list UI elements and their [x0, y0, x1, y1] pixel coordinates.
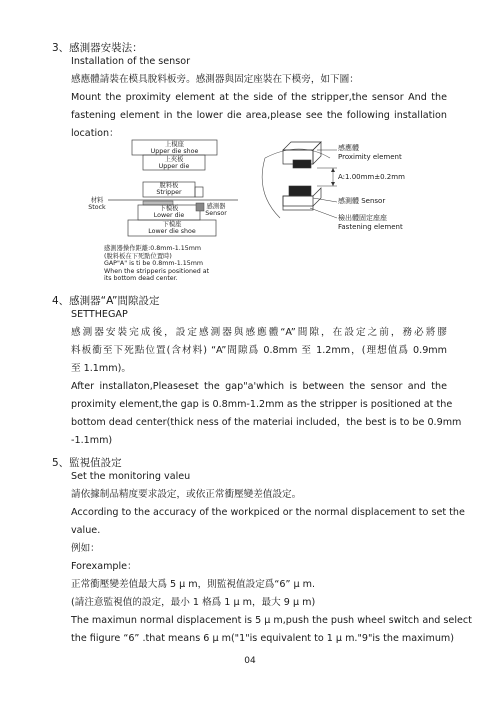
section-5-line: Forexample： — [71, 561, 137, 572]
die-diagram — [88, 137, 248, 287]
proximity-label — [338, 144, 402, 161]
section-4-title: 4、感測器“A”間隙設定 — [52, 295, 160, 307]
proximity-zh: 感應體 — [338, 144, 359, 152]
lower-die-shoe-zh: 下模座 — [162, 221, 182, 228]
section-5-title: 5、監視值設定 — [52, 457, 122, 469]
section-3-title: 3、感測器安裝法： — [52, 42, 143, 54]
sensor-label: 感測體 Sensor — [338, 197, 386, 205]
lower-die-label — [140, 205, 198, 219]
section-5-line: the fiigure “6” .that means 6 μ m("1"is equivalent to 1 μ m."9"is the maximum) — [71, 633, 454, 644]
note-line: GAP"A" is ti be 0.8mm-1.15mm — [104, 260, 204, 267]
lower-die-shoe-label — [128, 221, 216, 235]
section-4-line: After installaton,Pleaseset the gap"a'which is between the sensor and the — [71, 381, 447, 392]
section-4-line: 感測器安裝完成後，設定感測器與感應體“A”間隙，在設定之前，務必將膠 — [71, 327, 447, 338]
section-5-line: The maximun normal displacement is 5 μ m,push the push wheel switch and select — [71, 615, 472, 626]
lower-die-shoe-en: Lower die shoe — [148, 228, 196, 236]
sensor-detail-diagram — [255, 138, 455, 238]
section-4-line: bottom dead center(thick ness of the materiai included，the best is to be 0.9mm — [71, 417, 462, 428]
upper-die-label — [143, 156, 205, 170]
note-line: its bottom dead center. — [104, 275, 178, 282]
lower-die-zh: 下模板 — [159, 205, 179, 212]
section-3-body — [71, 53, 447, 143]
operating-distance-notes — [104, 245, 209, 283]
gap-label: A:1.00mm±0.2mm — [338, 173, 405, 181]
section-5-line: value. — [71, 525, 101, 536]
section-3-line: fastening element in the lower die area,please see the following installation — [71, 110, 447, 121]
stripper-zh: 脫料板 — [159, 182, 179, 189]
note-line: When the stripperis positioned at — [104, 267, 210, 275]
section-4-line: SETTHEGAP — [71, 309, 128, 320]
upper-die-shoe-en: Upper die shoe — [150, 148, 199, 156]
section-4-line: 至 1.1mm)。 — [71, 363, 131, 374]
section-5-line: 請依據制品精度要求設定，或依正常衝壓變差值設定。 — [71, 489, 302, 500]
section-5-line: (請注意監視值的設定，最小 1 格爲 1 μ m，最大 9 μ m) — [71, 597, 316, 608]
fastening-en: Fastening element — [338, 222, 403, 231]
stripper-label — [143, 182, 195, 196]
note-line: 感測器操作距離:0.8mm-1.15mm — [104, 245, 202, 252]
section-5-line: Set the monitoring valeu — [71, 471, 191, 482]
section-5-line: 例如： — [71, 543, 100, 554]
proximity-en: Proximity element — [338, 152, 402, 161]
stripper-en: Stripper — [156, 189, 182, 197]
stock-en: Stock — [88, 204, 106, 212]
note-line: (脫料板在下死點位置時) — [104, 252, 172, 260]
page-number: 04 — [244, 656, 256, 666]
section-3-line: Mount the proximity element at the side of the stripper,the sensor And the — [71, 92, 447, 103]
sensor-small-en: Sensor — [205, 210, 227, 218]
section-5-body — [71, 468, 472, 648]
upper-die-zh: 上夾板 — [164, 156, 184, 163]
stock-zh: 材料 — [90, 197, 104, 204]
section-4-body — [71, 306, 462, 450]
fastening-label — [338, 214, 403, 231]
upper-die-en: Upper die — [158, 163, 190, 171]
sensor-small-label — [201, 203, 231, 217]
lower-die-en: Lower die — [153, 212, 185, 220]
section-4-line: 料板衝至下死點位置(含材料) “A”間隙爲 0.8mm 至 1.2mm，(理想值爲 0.9mm — [71, 345, 447, 356]
section-4-line: proximity element,the gap is 0.8mm-1.2mm as the stripper is positioned at the — [71, 399, 453, 410]
section-5-line: According to the accuracy of the workpiced or the normal displacement to set the — [71, 507, 465, 518]
section-5-line: 正常衝壓變差值最大爲 5 μ m，則監視值設定爲“6” μ m. — [71, 579, 316, 590]
sensor-small-zh: 感測器 — [206, 203, 226, 210]
upper-die-shoe-zh: 上模座 — [165, 141, 184, 148]
section-4-line: -1.1mm) — [71, 435, 113, 446]
section-3-line: location： — [71, 128, 119, 139]
upper-die-shoe-label — [132, 141, 217, 155]
stock-label — [84, 197, 110, 211]
section-3-line: Installation of the sensor — [71, 56, 191, 67]
fastening-zh: 檢出體固定座座 — [338, 214, 387, 222]
section-3-line: 感應體請裝在模具脫料板旁。感測器與固定座裝在下模旁，如下圖： — [71, 74, 359, 85]
